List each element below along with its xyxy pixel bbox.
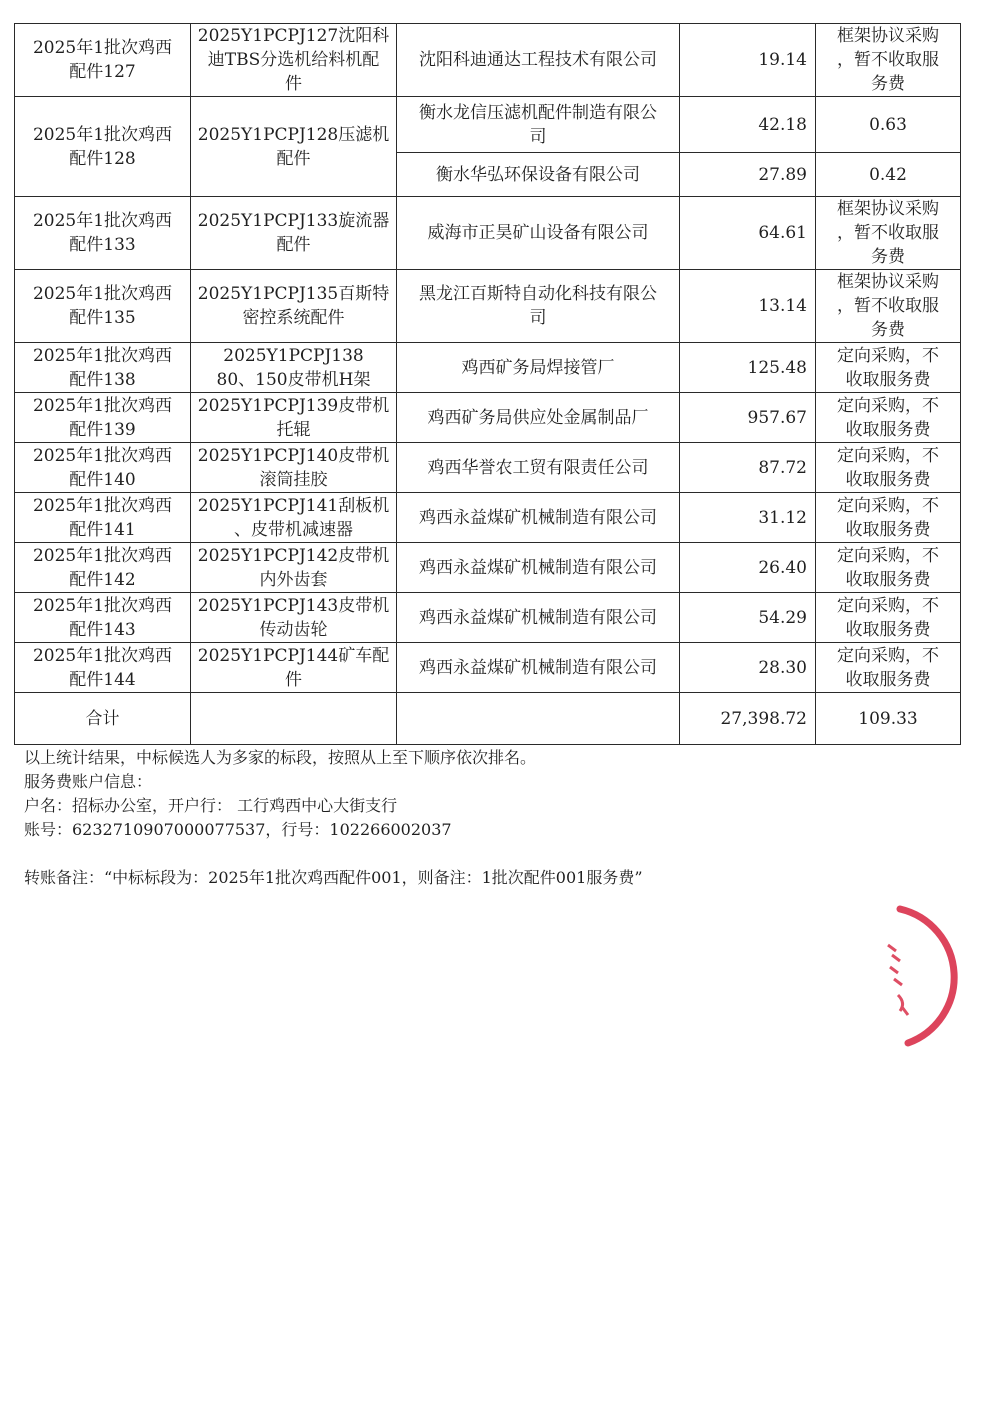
amount-cell: 54.29 [680,593,816,643]
total-fee: 109.33 [816,693,961,745]
table-row [15,270,961,343]
company-cell: 鸡西永益煤矿机械制造有限公司 [397,543,680,593]
fee-cell: 定向采购，不 收取服务费 [816,493,961,543]
empty-cell [397,693,680,745]
amount-cell: 27.89 [680,153,816,197]
fee-cell: 定向采购，不 收取服务费 [816,393,961,443]
section-cell: 2025年1批次鸡西 配件138 [15,343,191,393]
fee-cell: 定向采购，不 收取服务费 [816,543,961,593]
amount-cell: 28.30 [680,643,816,693]
table-row [15,443,961,493]
total-amount: 27,398.72 [680,693,816,745]
item-cell: 2025Y1PCPJ138 80、150皮带机H架 [191,343,397,393]
company-cell: 鸡西华誉农工贸有限责任公司 [397,443,680,493]
section-cell: 2025年1批次鸡西 配件140 [15,443,191,493]
section-cell: 2025年1批次鸡西 配件127 [15,24,191,97]
fee-cell: 框架协议采购 ，暂不收取服 务费 [816,197,961,270]
bid-results-table [14,23,961,745]
table-row [15,543,961,593]
section-cell: 2025年1批次鸡西 配件144 [15,643,191,693]
item-cell: 2025Y1PCPJ143皮带机 传动齿轮 [191,593,397,643]
fee-cell: 框架协议采购 ，暂不收取服 务费 [816,24,961,97]
company-cell: 威海市正昊矿山设备有限公司 [397,197,680,270]
item-cell: 2025Y1PCPJ127沈阳科 迪TBS分选机给料机配 件 [191,24,397,97]
fee-cell: 0.42 [816,153,961,197]
section-cell: 2025年1批次鸡西 配件128 [15,97,191,197]
item-cell: 2025Y1PCPJ133旋流器 配件 [191,197,397,270]
account-number: 账号：6232710907000077537，行号：102266002037 [24,820,452,839]
company-cell: 鸡西矿务局焊接管厂 [397,343,680,393]
amount-cell: 125.48 [680,343,816,393]
empty-cell [191,693,397,745]
notes [24,746,964,890]
fee-cell: 框架协议采购 ，暂不收取服 务费 [816,270,961,343]
account-info-title: 服务费账户信息： [24,772,153,791]
item-cell: 2025Y1PCPJ144矿车配 件 [191,643,397,693]
table-row [15,24,961,97]
table-row [15,593,961,643]
table-row [15,343,961,393]
item-cell: 2025Y1PCPJ140皮带机 滚筒挂胶 [191,443,397,493]
table-row [15,393,961,443]
fee-cell: 0.63 [816,97,961,153]
total-label: 合计 [15,693,191,745]
table-row [15,493,961,543]
company-cell: 鸡西永益煤矿机械制造有限公司 [397,643,680,693]
amount-cell: 87.72 [680,443,816,493]
total-row [15,693,961,745]
transfer-remark: 转账备注：“中标标段为：2025年1批次鸡西配件001，则备注：1批次配件001服务费” [24,868,643,887]
red-seal-fragment [880,895,980,1055]
section-cell: 2025年1批次鸡西 配件135 [15,270,191,343]
item-cell: 2025Y1PCPJ135百斯特 密控系统配件 [191,270,397,343]
company-cell: 鸡西永益煤矿机械制造有限公司 [397,493,680,543]
fee-cell: 定向采购，不 收取服务费 [816,643,961,693]
amount-cell: 957.67 [680,393,816,443]
fee-cell: 定向采购，不 收取服务费 [816,343,961,393]
amount-cell: 31.12 [680,493,816,543]
company-cell: 衡水华弘环保设备有限公司 [397,153,680,197]
section-cell: 2025年1批次鸡西 配件139 [15,393,191,443]
item-cell: 2025Y1PCPJ128压滤机 配件 [191,97,397,197]
item-cell: 2025Y1PCPJ139皮带机 托辊 [191,393,397,443]
section-cell: 2025年1批次鸡西 配件143 [15,593,191,643]
section-cell: 2025年1批次鸡西 配件141 [15,493,191,543]
amount-cell: 26.40 [680,543,816,593]
company-cell: 沈阳科迪通达工程技术有限公司 [397,24,680,97]
table-row [15,197,961,270]
ranking-note: 以上统计结果，中标候选人为多家的标段，按照从上至下顺序依次排名。 [24,748,537,767]
amount-cell: 42.18 [680,97,816,153]
account-holder: 户名：招标办公室，开户行： 工行鸡西中心大街支行 [24,796,398,815]
company-cell: 黑龙江百斯特自动化科技有限公 司 [397,270,680,343]
company-cell: 鸡西矿务局供应处金属制品厂 [397,393,680,443]
company-cell: 鸡西永益煤矿机械制造有限公司 [397,593,680,643]
fee-cell: 定向采购，不 收取服务费 [816,593,961,643]
fee-cell: 定向采购，不 收取服务费 [816,443,961,493]
item-cell: 2025Y1PCPJ142皮带机 内外齿套 [191,543,397,593]
table-row [15,643,961,693]
section-cell: 2025年1批次鸡西 配件133 [15,197,191,270]
table-row [15,97,961,153]
amount-cell: 13.14 [680,270,816,343]
company-cell: 衡水龙信压滤机配件制造有限公 司 [397,97,680,153]
amount-cell: 64.61 [680,197,816,270]
item-cell: 2025Y1PCPJ141刮板机 、皮带机减速器 [191,493,397,543]
section-cell: 2025年1批次鸡西 配件142 [15,543,191,593]
amount-cell: 19.14 [680,24,816,97]
